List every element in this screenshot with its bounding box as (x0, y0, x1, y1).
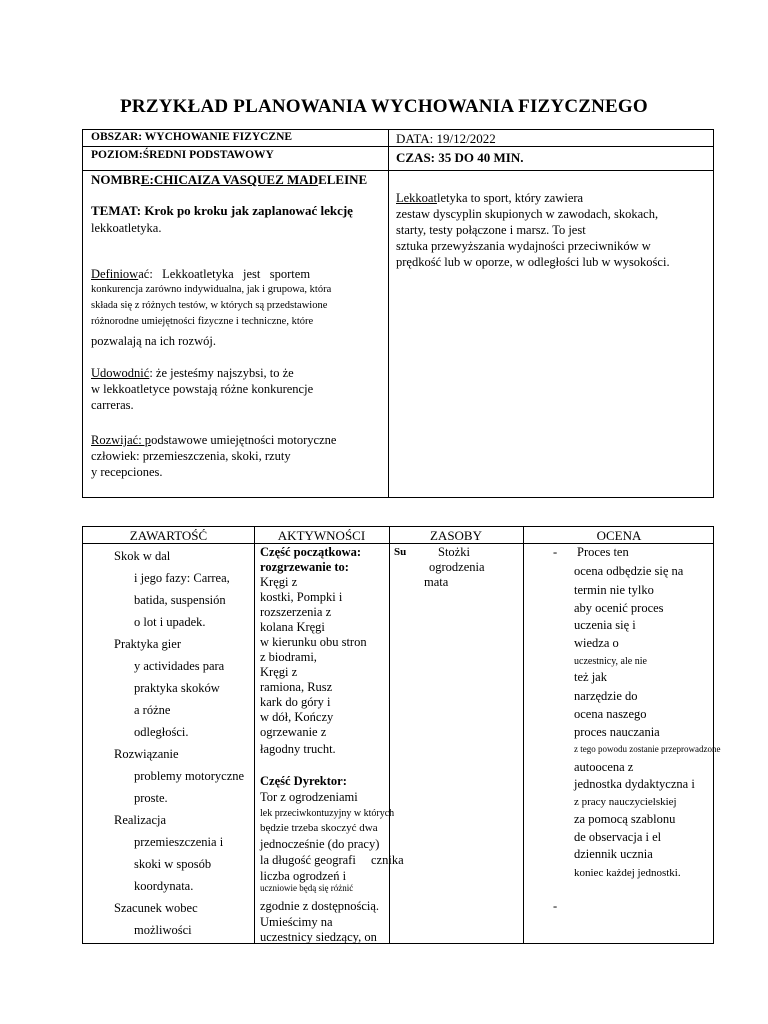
zawartosc-text: o lot i upadek. (134, 615, 206, 629)
zawartosc-text: problemy motoryczne (134, 769, 245, 783)
zawartosc-line (134, 592, 226, 609)
temat-line: lekkoatletyka. (91, 221, 162, 235)
col-divider (523, 527, 524, 943)
zawartosc-line (134, 922, 192, 939)
zawartosc-line (134, 856, 211, 873)
zawartosc-text: Skok w dal (114, 549, 171, 563)
col-divider (389, 527, 390, 943)
zawartosc-text: koordynata. (134, 879, 194, 893)
zawartosc-line (134, 790, 168, 807)
zawartosc-line (134, 834, 223, 851)
zawartosc-text: y actividades para (134, 659, 225, 673)
zawartosc-text: a różne (134, 703, 171, 717)
zawartosc-text: odległości. (134, 725, 189, 739)
zawartosc-text: Szacunek wobec (114, 901, 198, 915)
student-name: NOMBRE:CHICAIZA VASQUEZ MADELEINE (91, 172, 368, 187)
col-divider (254, 527, 255, 943)
zawartosc-text: praktyka skoków (134, 681, 220, 695)
col-zawartosc: ZAWARTOŚĆ (129, 528, 208, 543)
zasoby-item: ogrodzenia (429, 560, 485, 574)
zawartosc-line (134, 878, 193, 895)
zawartosc-text: możliwości (134, 923, 192, 937)
zawartosc-text: przemieszczenia i (134, 835, 224, 849)
czas: CZAS: 35 DO 40 MIN. (396, 150, 524, 165)
obszar: OBSZAR: WYCHOWANIE FIZYCZNE (91, 131, 293, 143)
col-aktywnosci: AKTYWNOŚCI (277, 528, 366, 543)
zawartosc-text: Realizacja (114, 813, 167, 827)
zawartosc-text: i jego fazy: Carrea, (134, 571, 230, 585)
zasoby-item: Stożki (438, 545, 470, 559)
zawartosc-line (134, 768, 244, 785)
temat-label: TEMAT: Krok po kroku jak zaplanować lekcję (91, 203, 353, 218)
zawartosc-text: Rozwiązanie (114, 747, 179, 761)
zawartosc-text: Praktyka gier (114, 637, 181, 651)
col-zasoby: ZASOBY (429, 528, 482, 543)
date: DATA: 19/12/2022 (396, 131, 496, 146)
zawartosc-line (134, 680, 220, 697)
udowodnic: Udowodnić: że jesteśmy najszybsi, to że w lekkoatletyce powstają różne konkurencje carreras. (91, 366, 314, 412)
zawartosc-line (134, 614, 206, 631)
zawartosc-line (114, 636, 181, 654)
zawartosc-text: proste. (134, 791, 168, 805)
zawartosc-line (134, 570, 230, 587)
zasoby-su: Su (394, 546, 407, 558)
zawartosc-text: skoki w sposób (134, 857, 212, 871)
zasoby-overflow-text: cznika (371, 853, 404, 867)
page-title: PRZYKŁAD PLANOWANIA WYCHOWANIA FIZYCZNEGO (120, 96, 648, 117)
zawartosc-line (114, 900, 198, 918)
rozwijac: Rozwijać: podstawowe umiejętności motoryczne człowiek: przemieszczenia, skoki, rzuty y recepciones. (91, 433, 337, 479)
header-table (82, 129, 714, 498)
zawartosc-line (134, 724, 189, 741)
definiowac: Definiować: Lekkoatletyka jest sportem konkurencja zarówno indywidualna, jak i grupowa, która składa się z różnych testów, w których są przedstawione różnorodne umiejętności fizyczne i techniczne, które pozwalają na ich rozwój. (91, 267, 332, 348)
plan-table: ZAWARTOŚĆ AKTYWNOŚCI ZASOBY OCENA Skok w dal i jego fazy: Carrea, batida, suspensión o lot i upadek. Praktyka gier y actividades para praktyka skoków a różne odległości. Rozwiązanie problemy motoryczne proste. Realizacja przemieszczenia i skoki w sposób koordynata. Szacunek wobec możliwości Część początkowa: rozgrzewanie to: Kręgi z kostki, Pompki i rozszerzenia z kolana Kręgi w kierunku obu stron z biodrami, Kręgi z ramiona, Rusz kark do góry i w dół, Kończy ogrzewanie z łagodny trucht. Część Dyrektor: Tor z ogrodzeniami lek przeciwkontuzyjny w których będzie trzeba skoczyć dwa jednocześnie (do pracy) la długość geografi liczba ogrodzeń i uczniowie będą się różnić zgodnie z dostępnością. Umieścimy na uczestnicy siedzący, on Su Stożki ogrodzenia mata cznika - Proces ten ocena odbędzie się na termin nie tylko aby ocenić proces uczenia się i wiedza o uczestnicy, ale nie też jak narzędzie do ocena naszego proces nauczania z tego powodu zostanie przeprowadzone autoocena z jednostka dydaktyczna i z pracy nauczycielskiej za pomocą szablonu de observacja i el dziennik ucznia koniec każdej jednostki. - (82, 526, 714, 944)
zasoby-item: mata (424, 575, 449, 589)
poziom: POZIOM:ŚREDNI PODSTAWOWY (91, 149, 274, 161)
zawartosc-line (114, 812, 166, 830)
right-description: Lekkoatletyka to sport, który zawiera zestaw dyscyplin skupionych w zawodach, skokach, starty, testy połączone i marsz. To jest sztuka przewyższania wydajności przeciwników w prędkość lub w oporze, w odległości lub w wysokości. (396, 191, 670, 269)
zawartosc-text: batida, suspensión (134, 593, 226, 607)
row-line (83, 170, 713, 171)
zawartosc-line (134, 658, 224, 675)
zawartosc-line (114, 548, 170, 566)
zawartosc-line (114, 746, 179, 764)
col-ocena: OCENA (596, 528, 642, 543)
zawartosc-line (134, 702, 170, 719)
